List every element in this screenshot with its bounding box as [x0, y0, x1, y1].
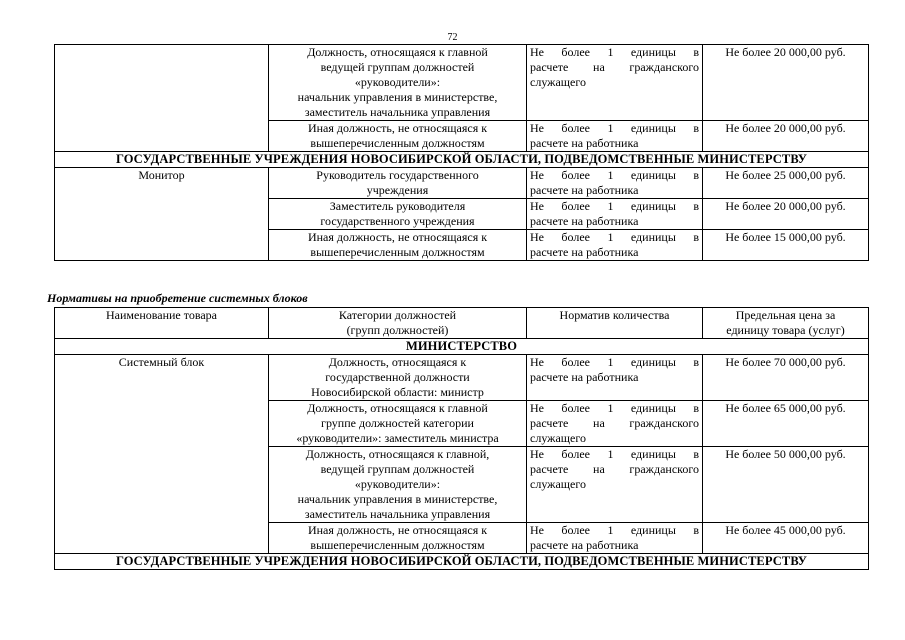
table-row	[55, 168, 869, 199]
column-header-product: Наименование товара	[55, 308, 269, 339]
position-category-cell: Должность, относящаяся к государственной должности Новосибирской области: министр	[269, 355, 527, 401]
section-row	[55, 152, 869, 168]
column-header-quantity-norm: Норматив количества	[527, 308, 703, 339]
price-limit-cell: Не более 65 000,00 руб.	[703, 401, 869, 447]
position-category-cell: Иная должность, не относящаяся к вышеперечисленным должностям	[269, 121, 527, 152]
section-caption: Нормативы на приобретение системных блоков	[47, 291, 308, 305]
quantity-norm-cell: Не более 1 единицы в расчете на гражданского служащего	[527, 45, 703, 121]
position-category-cell: Заместитель руководителя государственного учреждения	[269, 199, 527, 230]
quantity-norm-cell: Не более 1 единицы в расчете на работника	[527, 168, 703, 199]
position-category-cell: Должность, относящаяся к главной, ведущей группам должностей «руководители»: начальник управления в министерстве, заместитель начальника управления	[269, 447, 527, 523]
table-row	[55, 355, 869, 401]
quantity-norm-cell: Не более 1 единицы в расчете на работника	[527, 121, 703, 152]
column-header-price-limit: Предельная цена за единицу товара (услуг)	[703, 308, 869, 339]
product-cell: Системный блок	[55, 355, 269, 554]
position-category-cell: Должность, относящаяся к главной группе должностей категории «руководители»: заместитель министра	[269, 401, 527, 447]
price-limit-cell: Не более 25 000,00 руб.	[703, 168, 869, 199]
product-cell: Монитор	[55, 168, 269, 261]
table-row	[55, 45, 869, 121]
monitor-norms-table	[54, 44, 869, 261]
section-heading: ГОСУДАРСТВЕННЫЕ УЧРЕЖДЕНИЯ НОВОСИБИРСКОЙ ОБЛАСТИ, ПОДВЕДОМСТВЕННЫЕ МИНИСТЕРСТВУ	[55, 554, 869, 570]
price-limit-cell: Не более 20 000,00 руб.	[703, 45, 869, 121]
quantity-norm-cell: Не более 1 единицы в расчете на работника	[527, 523, 703, 554]
price-limit-cell: Не более 20 000,00 руб.	[703, 199, 869, 230]
price-limit-cell: Не более 15 000,00 руб.	[703, 230, 869, 261]
price-limit-cell: Не более 45 000,00 руб.	[703, 523, 869, 554]
quantity-norm-cell: Не более 1 единицы в расчете на работника	[527, 230, 703, 261]
position-category-cell: Должность, относящаяся к главной ведущей группам должностей «руководители»: начальник управления в министерстве, заместитель начальника управления	[269, 45, 527, 121]
position-category-cell: Руководитель государственного учреждения	[269, 168, 527, 199]
section-heading: МИНИСТЕРСТВО	[55, 339, 869, 355]
section-row	[55, 339, 869, 355]
quantity-norm-cell: Не более 1 единицы в расчете на гражданского служащего	[527, 401, 703, 447]
system-unit-norms-table	[54, 307, 869, 570]
header-row	[55, 308, 869, 339]
position-category-cell: Иная должность, не относящаяся к вышеперечисленным должностям	[269, 230, 527, 261]
page-number: 72	[447, 32, 458, 43]
column-header-position-category: Категории должностей (групп должностей)	[269, 308, 527, 339]
quantity-norm-cell: Не более 1 единицы в расчете на гражданского служащего	[527, 447, 703, 523]
product-cell	[55, 45, 269, 152]
price-limit-cell: Не более 70 000,00 руб.	[703, 355, 869, 401]
quantity-norm-cell: Не более 1 единицы в расчете на работника	[527, 199, 703, 230]
section-row	[55, 554, 869, 570]
section-heading: ГОСУДАРСТВЕННЫЕ УЧРЕЖДЕНИЯ НОВОСИБИРСКОЙ ОБЛАСТИ, ПОДВЕДОМСТВЕННЫЕ МИНИСТЕРСТВУ	[55, 152, 869, 168]
price-limit-cell: Не более 50 000,00 руб.	[703, 447, 869, 523]
position-category-cell: Иная должность, не относящаяся к вышеперечисленным должностям	[269, 523, 527, 554]
price-limit-cell: Не более 20 000,00 руб.	[703, 121, 869, 152]
quantity-norm-cell: Не более 1 единицы в расчете на работника	[527, 355, 703, 401]
